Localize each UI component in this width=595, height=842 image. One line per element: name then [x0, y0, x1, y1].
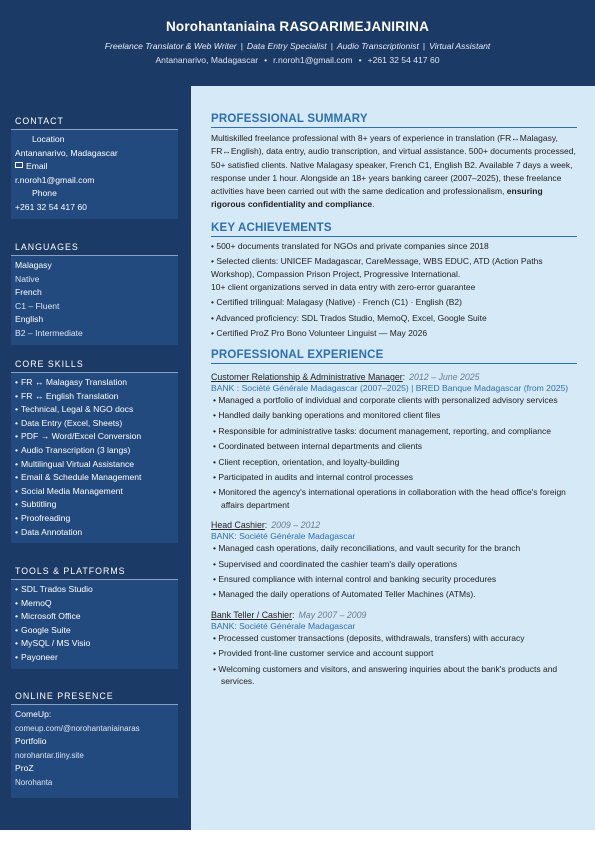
skill-item: [15, 485, 174, 499]
section-title: ONLINE PRESENCE: [11, 691, 178, 705]
skill-item: [15, 376, 174, 390]
bullet: •: [15, 485, 19, 496]
skill-item: [15, 430, 174, 444]
bullet: •: [15, 404, 19, 415]
title-item: Data Entry Specialist: [246, 41, 327, 51]
tool-text: SDL Trados Studio: [21, 584, 93, 594]
language-name: English: [15, 314, 44, 325]
tool-text: MySQL / MS Visio: [21, 638, 91, 649]
professional-titles: [0, 41, 595, 51]
core-skills-body: [11, 373, 178, 543]
skill-item: [15, 471, 174, 485]
job-dates: 2009 – 2012: [271, 520, 321, 531]
header-location: Antananarivo, Madagascar: [155, 55, 259, 65]
job-colon: :: [402, 371, 406, 382]
bullet: •: [15, 624, 19, 635]
bullet: •: [15, 390, 19, 401]
sidebar: [0, 86, 191, 830]
proz-link[interactable]: Norohanta: [15, 777, 53, 787]
bullet: •: [15, 597, 19, 608]
section-title: CONTACT: [11, 116, 178, 130]
language-level: Native: [15, 273, 40, 284]
summary-body: Multiskilled freelance professional with 8+ years of experience in translation (FR↔Malagasy, FR↔English), data entry, audio transcription, and virtual assistance. 500+ documents processed, 50+ satisfied clients. Native Malagasy speaker, French C1, English B2. Available 7 days a week, response under 1 hour. Alongside an 18+ years banking career (2007–2025), these freelance activities have been carried out with the same dedication and professionalism,: [211, 133, 576, 197]
skill-text: Subtitling: [21, 499, 57, 510]
summary-heading: PROFESSIONAL SUMMARY: [211, 113, 577, 128]
bullet: •: [15, 651, 19, 662]
achievement-item: • Selected clients: UNICEF Madagascar, CareMessage, WBS EDUC, ATD (Action Paths Workshop), Compassion Prison Project, Progressive International.: [211, 256, 543, 279]
header-phone: +261 32 54 417 60: [367, 55, 440, 65]
page-bottom-margin: [0, 830, 595, 842]
achievement-item: • Certified trilingual: Malagasy (Native) · French (C1) · English (B2): [211, 297, 462, 308]
achievements-list: [211, 240, 577, 340]
achievement-item: • Advanced proficiency: SDL Trados Studio, MemoQ, Excel, Google Suite: [211, 312, 487, 323]
online-presence-section: [11, 691, 178, 798]
tool-text: Payoneer: [21, 651, 58, 662]
summary-end: .: [372, 199, 375, 210]
bullet: •: [15, 431, 19, 442]
tool-text: Google Suite: [21, 624, 71, 635]
skill-text: Social Media Management: [21, 485, 123, 496]
full-name: Norohantaniaina RASOARIMEJANIRINA: [165, 19, 430, 34]
job-bullets: [211, 394, 577, 511]
section-title: TOOLS & PLATFORMS: [11, 566, 178, 580]
skill-item: [15, 390, 174, 404]
bullet: •: [15, 417, 19, 428]
bullet: •: [15, 444, 19, 455]
job-title-row: [211, 610, 577, 620]
dot-separator: •: [264, 55, 268, 65]
skill-item: [15, 512, 174, 526]
job-employer: BANK: Société Générale Madagascar: [211, 531, 356, 542]
job-bullet: • Managed cash operations, daily reconciliations, and vault security for the branch: [213, 543, 521, 554]
portfolio-link[interactable]: norohantar.tiiny.site: [15, 750, 84, 760]
dot-separator: •: [358, 55, 362, 65]
job-bullet: • Responsible for administrative tasks: document management, reporting, and compliance: [213, 425, 551, 436]
bullet: •: [15, 611, 19, 622]
skill-item: [15, 498, 174, 512]
bullet: •: [15, 638, 19, 649]
skill-item: [15, 403, 174, 417]
achievement-item: • 500+ documents translated for NGOs and private companies since 2018: [211, 240, 489, 251]
language-name: Malagasy: [15, 260, 52, 270]
online-body: [11, 705, 178, 798]
section-title: CORE SKILLS: [11, 359, 178, 373]
online-label: ComeUp:: [15, 709, 52, 719]
header-contact-line: [0, 55, 595, 65]
phone-label: Phone: [32, 188, 57, 199]
language-name: French: [15, 287, 42, 298]
phone-value: +261 32 54 417 60: [15, 201, 87, 212]
job-bullet: • Processed customer transactions (deposits, withdrawals, transfers) with accuracy: [213, 632, 525, 643]
tool-item: [15, 624, 174, 638]
tool-item: [15, 637, 174, 651]
job-role: Head Cashier: [211, 520, 265, 531]
title-item: Freelance Translator & Web Writer: [104, 41, 237, 51]
section-title: LANGUAGES: [11, 242, 178, 256]
skill-item: [15, 444, 174, 458]
languages-section: [11, 242, 178, 345]
bullet: •: [15, 512, 19, 523]
title-separator: |: [330, 41, 333, 51]
tool-text: Microsoft Office: [21, 611, 81, 622]
bullet: •: [15, 377, 19, 387]
location-value: Antananarivo, Madagascar: [15, 147, 118, 158]
job-colon: :: [264, 520, 268, 531]
summary-text: [211, 132, 577, 212]
header-email[interactable]: r.noroh1@gmail.com: [273, 55, 353, 65]
job-bullet: • Provided front-line customer service and account support: [213, 648, 434, 659]
job-dates: 2012 – June 2025: [409, 371, 480, 382]
tool-text: MemoQ: [21, 597, 52, 608]
job-bullets: [211, 632, 577, 688]
bullet: •: [15, 526, 19, 537]
tool-item: [15, 610, 174, 624]
achievements-heading: KEY ACHIEVEMENTS: [211, 222, 577, 237]
skill-text: Data Annotation: [21, 526, 83, 537]
skill-text: Multilingual Virtual Assistance: [21, 458, 135, 469]
job-bullet: • Ensured compliance with internal control and banking security procedures: [213, 574, 497, 584]
contact-body: [11, 130, 178, 219]
email-label-row: [15, 160, 174, 174]
skill-text: Email & Schedule Management: [21, 472, 142, 483]
skill-text: FR ↔ Malagasy Translation: [21, 377, 128, 387]
skill-text: Data Entry (Excel, Sheets): [21, 417, 123, 428]
tool-item: [15, 583, 174, 597]
job-role: Bank Teller / Cashier: [211, 609, 293, 620]
job-bullet: • Welcoming customers and visitors, and answering inquiries about the bank's products and services.: [213, 663, 558, 687]
job-title-row: [211, 372, 577, 382]
job-bullet: • Managed the daily operations of Automated Teller Machines (ATMs).: [213, 589, 476, 600]
language-level: C1 – Fluent: [15, 300, 60, 311]
job-colon: :: [292, 609, 295, 620]
summary-emphasis: ensuring rigorous confidentiality and compliance: [211, 186, 543, 210]
title-item: Virtual Assistant: [429, 41, 491, 51]
comeup-link[interactable]: comeup.com/@norohantaniainaras: [15, 723, 140, 733]
job-bullet: • Monitored the agency's international operations in collaboration with the head office's foreign affairs department: [213, 487, 566, 510]
achievement-item: 10+ client organizations served in data entry with zero-error guarantee: [211, 281, 476, 292]
bullet: •: [15, 499, 19, 510]
title-separator: |: [240, 41, 243, 51]
skill-text: PDF → Word/Excel Conversion: [21, 431, 142, 442]
job-bullets: [211, 542, 577, 601]
skill-item: [15, 526, 174, 540]
job-bullet: • Supervised and coordinated the cashier team's daily operations: [213, 558, 458, 569]
title-item: Audio Transcriptionist: [336, 41, 419, 51]
job-bullet: • Handled daily banking operations and monitored client files: [213, 410, 441, 421]
skill-text: Technical, Legal & NGO docs: [21, 404, 134, 415]
job-role: Customer Relationship & Administrative Manager: [211, 371, 403, 382]
skill-text: Proofreading: [21, 512, 71, 523]
language-level: B2 – Intermediate: [15, 327, 83, 338]
core-skills-section: [11, 359, 178, 543]
skill-text: Audio Transcription (3 langs): [21, 444, 131, 455]
job-bullet: • Coordinated between internal departments and clients: [213, 441, 422, 452]
main-content: [191, 86, 595, 830]
online-label: Portfolio: [15, 736, 47, 747]
bullet: •: [15, 584, 19, 594]
job-title-row: [211, 520, 577, 530]
envelope-icon: [15, 162, 23, 168]
achievement-item: • Certified ProZ Pro Bono Volunteer Linguist — May 2026: [211, 328, 428, 339]
job-employer: BANK : Société Générale Madagascar (2007–2025) | BRED Banque Madagascar (from 2025): [211, 382, 569, 393]
tools-section: [11, 566, 178, 669]
job-employer: BANK: Société Générale Madagascar: [211, 620, 356, 631]
job-bullet: • Managed a portfolio of individual and corporate clients with personalized advisory services: [213, 394, 558, 405]
tool-item: [15, 651, 174, 665]
header: [0, 0, 595, 86]
skill-item: [15, 458, 174, 472]
contact-section: [11, 116, 178, 219]
bullet: •: [15, 472, 19, 483]
location-label: Location: [32, 134, 65, 144]
title-separator: |: [422, 41, 426, 51]
skill-text: FR ↔ English Translation: [21, 390, 119, 401]
email-value[interactable]: r.noroh1@gmail.com: [15, 174, 95, 185]
languages-body: [11, 256, 178, 345]
tools-body: [11, 580, 178, 669]
job-dates: May 2007 – 2009: [298, 609, 367, 620]
tool-item: [15, 597, 174, 611]
job-bullet: • Participated in audits and internal control processes: [213, 471, 414, 482]
main-column: [211, 113, 577, 690]
bullet: •: [15, 458, 19, 469]
email-label: Email: [26, 161, 48, 172]
experience-heading: PROFESSIONAL EXPERIENCE: [211, 349, 577, 364]
online-label: ProZ: [15, 763, 34, 774]
skill-item: [15, 417, 174, 431]
job-bullet: • Client reception, orientation, and loyalty-building: [213, 456, 400, 467]
